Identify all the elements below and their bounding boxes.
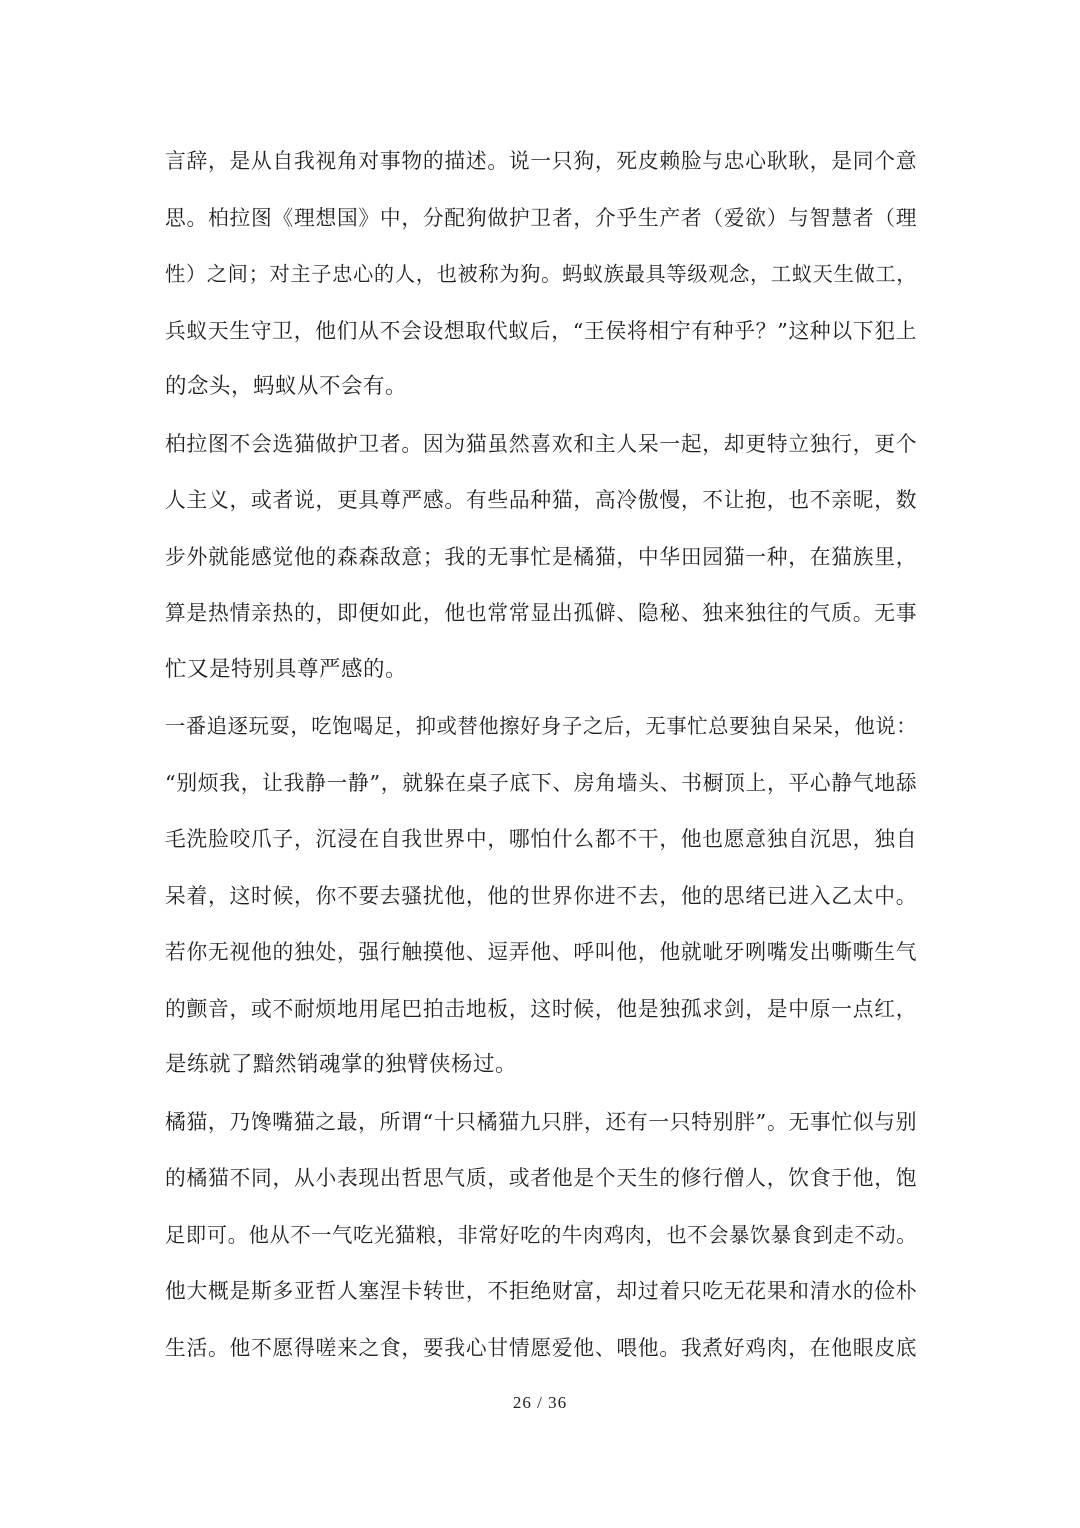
text-line: 若你无视他的独处，强行触摸他、逗弄他、呼叫他，他就呲牙咧嘴发出嘶嘶生气 [165, 940, 917, 964]
paragraph [165, 133, 917, 416]
text-line: “别烦我，让我静一静”，就躲在桌子底下、房角墙头、书橱顶上，平心静气地舔 [165, 770, 917, 795]
text-line: 橘猫，乃馋嘴猫之最，所谓“十只橘猫九只胖，还有一只特别胖”。无事忙似与别 [165, 1109, 917, 1134]
page-number-separator: / [537, 1393, 543, 1412]
text-line: 一番追逐玩耍，吃饱喝足，抑或替他擦好身子之后，无事忙总要独自呆呆，他说： [165, 714, 917, 738]
text-line: 忙又是特别具尊严感的。 [165, 656, 408, 682]
text-line: 呆着，这时候，你不要去骚扰他，他的世界你进不去，他的思绪已进入乙太中。 [165, 883, 917, 908]
paragraph [165, 698, 917, 1094]
text-line: 人主义，或者说，更具尊严感。有些品种猫，高冷傲慢，不让抱，也不亲昵，数 [165, 488, 917, 512]
paragraph [165, 1094, 917, 1377]
text-line: 毛洗脸咬爪子，沉浸在自我世界中，哪怕什么都不干，他也愿意独自沉思，独自 [165, 827, 917, 851]
text-line: 言辞，是从自我视角对事物的描述。说一只狗，死皮赖脸与忠心耿耿，是同个意 [165, 149, 917, 173]
body-text [165, 133, 917, 1376]
text-line: 生活。他不愿得嗟来之食，要我心甘情愿爱他、喂他。我煮好鸡肉，在他眼皮底 [165, 1335, 917, 1360]
text-line: 思。柏拉图《理想国》中，分配狗做护卫者，介乎生产者（爱欲）与智慧者（理 [165, 205, 917, 230]
text-line: 足即可。他从不一气吃光猫粮，非常好吃的牛肉鸡肉，也不会暴饮暴食到走不动。 [165, 1222, 917, 1247]
text-line: 的橘猫不同，从小表现出哲思气质，或者他是个天生的修行僧人，饮食于他，饱 [165, 1166, 917, 1190]
text-line: 步外就能感觉他的森森敌意；我的无事忙是橘猫，中华田园猫一种，在猫族里， [165, 544, 917, 569]
paragraph [165, 416, 917, 699]
text-line: 算是热情亲热的，即便如此，他也常常显出孤僻、隐秘、独来独往的气质。无事 [165, 601, 917, 625]
text-line: 柏拉图不会选猫做护卫者。因为猫虽然喜欢和主人呆一起，却更特立独行，更个 [165, 431, 917, 456]
page-number-total: 36 [548, 1393, 568, 1412]
text-line: 性）之间；对主子忠心的人，也被称为狗。蚂蚁族最具等级观念，工蚁天生做工， [165, 262, 917, 286]
page-number [0, 1393, 1080, 1413]
text-line: 他大概是斯多亚哲人塞涅卡转世，不拒绝财富，却过着只吃无花果和清水的俭朴 [165, 1279, 917, 1303]
text-line: 兵蚁天生守卫，他们从不会设想取代蚁后，“王侯将相宁有种乎？”这种以下犯上 [165, 318, 917, 343]
text-line: 是练就了黯然销魂掌的独臂侠杨过。 [165, 1052, 518, 1077]
text-line: 的念头，蚂蚁从不会有。 [165, 374, 408, 399]
text-line: 的颤音，或不耐烦地用尾巴拍击地板，这时候，他是独孤求剑，是中原一点红， [165, 996, 917, 1021]
page-number-current: 26 [512, 1393, 532, 1412]
